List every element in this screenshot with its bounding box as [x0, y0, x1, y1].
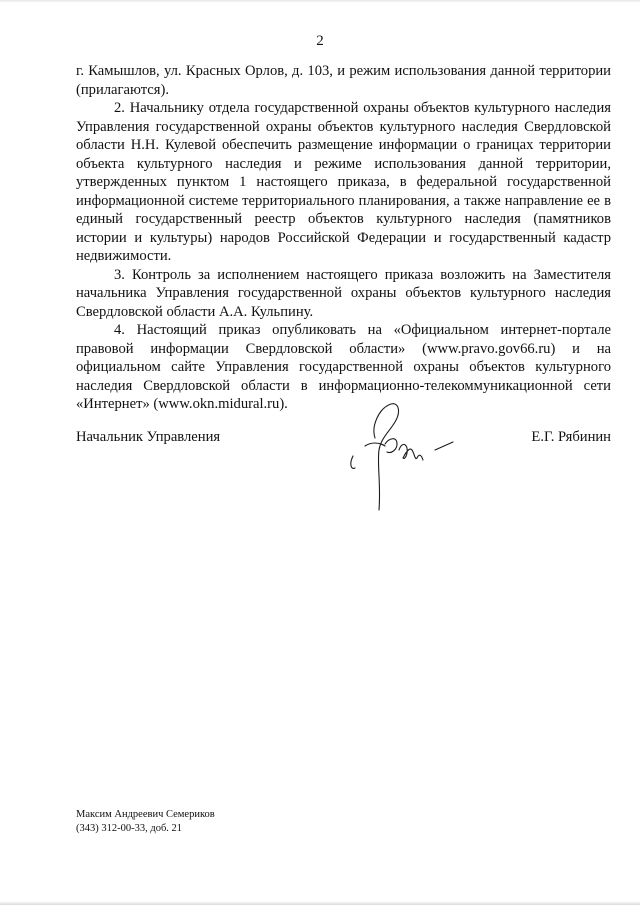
executor-info: [76, 808, 215, 836]
paragraph-2: 2. Начальнику отдела государственной охраны объектов культурного наследия Управления государственной охраны объектов культурного наследия Свердловской области Н.Н. Кулевой обеспечить размещение информации о границах территории объекта культурного наследия и режиме использования данной территории, утвержденных пунктом 1 настоящего приказа, в федеральной государственной информационной системе территориального планирования, а также направление ее в единый государственный реестр объектов культурного наследия (памятников истории и культуры) народов Российской Федерации и государственный кадастр недвижимости.: [76, 100, 611, 264]
signatory-position: Начальник Управления: [76, 429, 221, 445]
signature-block: [76, 429, 611, 449]
paragraph-3: 3. Контроль за исполнением настоящего приказа возложить на Заместителя начальника Управления государственной охраны объектов культурного наследия Свердловской области А.А. Кульпину.: [76, 266, 611, 320]
paragraph-1-continuation: г. Камышлов, ул. Красных Орлов, д. 103, и режим использования данной территории (прилагаются).: [76, 63, 611, 98]
handwritten-signature: [345, 398, 465, 516]
executor-name: Максим Андреевич Семериков: [76, 809, 215, 820]
paragraph-4: 4. Настоящий приказ опубликовать на «Официальном интернет-портале правовой информации Свердловской области» (www.pravo.gov66.ru) и на официальном сайте Управления государственной охраны объектов культурного наследия Свердловской области в информационно-телекоммуникационной сети «Интернет» (www.okn.midural.ru).: [76, 322, 611, 412]
executor-phone: (343) 312-00-33, доб. 21: [76, 823, 183, 834]
scan-top-edge: [0, 0, 640, 3]
scan-bottom-edge: [0, 901, 640, 905]
signatory-name: Е.Г. Рябинин: [531, 429, 611, 445]
document-body: [76, 62, 611, 414]
page-number: 2: [316, 33, 324, 49]
